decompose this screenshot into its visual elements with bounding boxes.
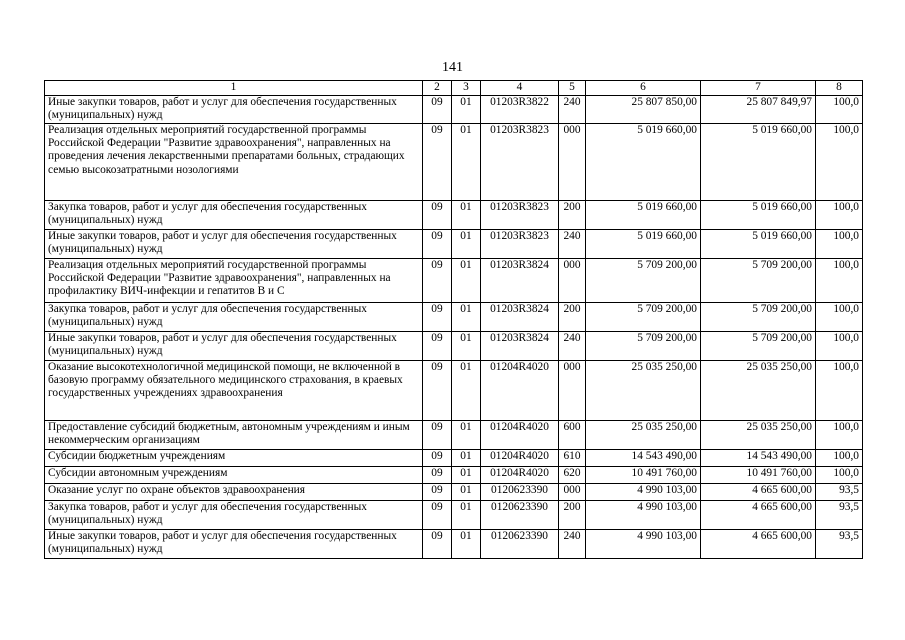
row-percent: 93,5 bbox=[816, 530, 863, 559]
row-executed: 5 019 660,00 bbox=[701, 230, 816, 259]
row-name: Субсидии бюджетным учреждениям bbox=[45, 450, 423, 467]
row-name: Реализация отдельных мероприятий государственной программы Российской Федерации "Развитие здравоохранения", направленных на профилактику ВИЧ-инфекции и гепатитов В и С bbox=[45, 259, 423, 303]
row-name: Субсидии автономным учреждениям bbox=[45, 467, 423, 484]
row-executed: 4 665 600,00 bbox=[701, 530, 816, 559]
row-section: 09 bbox=[423, 501, 452, 530]
header-cell: 2 bbox=[423, 81, 452, 96]
row-section: 09 bbox=[423, 450, 452, 467]
budget-table bbox=[44, 80, 863, 559]
row-target-code: 01203R3824 bbox=[481, 332, 559, 361]
row-percent: 100,0 bbox=[816, 450, 863, 467]
row-percent: 100,0 bbox=[816, 124, 863, 201]
row-executed: 25 035 250,00 bbox=[701, 421, 816, 450]
row-name: Иные закупки товаров, работ и услуг для обеспечения государственных (муниципальных) нужд bbox=[45, 96, 423, 124]
row-expense-type: 610 bbox=[559, 450, 586, 467]
row-name: Закупка товаров, работ и услуг для обеспечения государственных (муниципальных) нужд bbox=[45, 501, 423, 530]
row-name: Оказание высокотехнологичной медицинской помощи, не включенной в базовую программу обязательного медицинского страхования, в краевых государственных учреждениях здравоохранения bbox=[45, 361, 423, 421]
row-target-code: 01204R4020 bbox=[481, 421, 559, 450]
row-section: 09 bbox=[423, 96, 452, 124]
row-subsection: 01 bbox=[452, 361, 481, 421]
header-cell: 7 bbox=[701, 81, 816, 96]
row-target-code: 01204R4020 bbox=[481, 467, 559, 484]
row-expense-type: 200 bbox=[559, 201, 586, 230]
row-section: 09 bbox=[423, 484, 452, 501]
table-row bbox=[45, 303, 863, 332]
table-row bbox=[45, 530, 863, 559]
row-executed: 4 665 600,00 bbox=[701, 501, 816, 530]
table-row bbox=[45, 467, 863, 484]
row-subsection: 01 bbox=[452, 259, 481, 303]
row-subsection: 01 bbox=[452, 124, 481, 201]
row-name: Закупка товаров, работ и услуг для обеспечения государственных (муниципальных) нужд bbox=[45, 303, 423, 332]
row-name: Реализация отдельных мероприятий государственной программы Российской Федерации "Развитие здравоохранения", направленных на проведения лечения лекарственными препаратами больных, страдающих семью высокозатратными нозологиями bbox=[45, 124, 423, 201]
row-planned: 4 990 103,00 bbox=[586, 530, 701, 559]
row-percent: 100,0 bbox=[816, 467, 863, 484]
row-name: Иные закупки товаров, работ и услуг для обеспечения государственных (муниципальных) нужд bbox=[45, 530, 423, 559]
row-section: 09 bbox=[423, 303, 452, 332]
row-subsection: 01 bbox=[452, 230, 481, 259]
row-section: 09 bbox=[423, 361, 452, 421]
row-section: 09 bbox=[423, 259, 452, 303]
row-planned: 14 543 490,00 bbox=[586, 450, 701, 467]
row-executed: 5 019 660,00 bbox=[701, 201, 816, 230]
row-subsection: 01 bbox=[452, 303, 481, 332]
row-expense-type: 240 bbox=[559, 332, 586, 361]
row-subsection: 01 bbox=[452, 421, 481, 450]
row-section: 09 bbox=[423, 230, 452, 259]
row-planned: 25 035 250,00 bbox=[586, 361, 701, 421]
row-expense-type: 240 bbox=[559, 530, 586, 559]
table-row bbox=[45, 361, 863, 421]
row-percent: 93,5 bbox=[816, 484, 863, 501]
row-percent: 100,0 bbox=[816, 361, 863, 421]
row-target-code: 01203R3823 bbox=[481, 230, 559, 259]
table-row bbox=[45, 230, 863, 259]
row-percent: 93,5 bbox=[816, 501, 863, 530]
row-expense-type: 240 bbox=[559, 230, 586, 259]
row-subsection: 01 bbox=[452, 96, 481, 124]
row-subsection: 01 bbox=[452, 467, 481, 484]
row-expense-type: 000 bbox=[559, 124, 586, 201]
table-row bbox=[45, 259, 863, 303]
header-cell: 4 bbox=[481, 81, 559, 96]
row-executed: 5 709 200,00 bbox=[701, 303, 816, 332]
page-number: 141 bbox=[442, 60, 463, 75]
header-cell: 1 bbox=[45, 81, 423, 96]
header-row bbox=[45, 81, 863, 96]
row-target-code: 01203R3822 bbox=[481, 96, 559, 124]
row-planned: 5 019 660,00 bbox=[586, 230, 701, 259]
row-expense-type: 620 bbox=[559, 467, 586, 484]
row-planned: 10 491 760,00 bbox=[586, 467, 701, 484]
row-expense-type: 000 bbox=[559, 484, 586, 501]
table-row bbox=[45, 421, 863, 450]
row-subsection: 01 bbox=[452, 484, 481, 501]
row-expense-type: 240 bbox=[559, 96, 586, 124]
row-name: Иные закупки товаров, работ и услуг для обеспечения государственных (муниципальных) нужд bbox=[45, 230, 423, 259]
row-planned: 5 709 200,00 bbox=[586, 332, 701, 361]
row-percent: 100,0 bbox=[816, 230, 863, 259]
row-section: 09 bbox=[423, 332, 452, 361]
header-cell: 6 bbox=[586, 81, 701, 96]
row-target-code: 0120623390 bbox=[481, 501, 559, 530]
row-executed: 25 035 250,00 bbox=[701, 361, 816, 421]
row-percent: 100,0 bbox=[816, 303, 863, 332]
row-executed: 5 709 200,00 bbox=[701, 332, 816, 361]
row-executed: 25 807 849,97 bbox=[701, 96, 816, 124]
row-target-code: 01203R3823 bbox=[481, 201, 559, 230]
row-planned: 4 990 103,00 bbox=[586, 484, 701, 501]
row-subsection: 01 bbox=[452, 332, 481, 361]
table-row bbox=[45, 501, 863, 530]
row-name: Предоставление субсидий бюджетным, автономным учреждениям и иным некоммерческим организациям bbox=[45, 421, 423, 450]
row-percent: 100,0 bbox=[816, 96, 863, 124]
table-row bbox=[45, 96, 863, 124]
row-planned: 5 019 660,00 bbox=[586, 124, 701, 201]
row-target-code: 01203R3824 bbox=[481, 259, 559, 303]
row-section: 09 bbox=[423, 530, 452, 559]
row-target-code: 01203R3823 bbox=[481, 124, 559, 201]
table-row bbox=[45, 332, 863, 361]
row-percent: 100,0 bbox=[816, 421, 863, 450]
row-executed: 5 709 200,00 bbox=[701, 259, 816, 303]
row-executed: 14 543 490,00 bbox=[701, 450, 816, 467]
row-planned: 5 019 660,00 bbox=[586, 201, 701, 230]
row-planned: 25 807 850,00 bbox=[586, 96, 701, 124]
row-expense-type: 600 bbox=[559, 421, 586, 450]
row-target-code: 01204R4020 bbox=[481, 361, 559, 421]
row-subsection: 01 bbox=[452, 501, 481, 530]
row-section: 09 bbox=[423, 467, 452, 484]
row-target-code: 0120623390 bbox=[481, 530, 559, 559]
table-row bbox=[45, 484, 863, 501]
row-subsection: 01 bbox=[452, 201, 481, 230]
row-percent: 100,0 bbox=[816, 201, 863, 230]
row-planned: 5 709 200,00 bbox=[586, 259, 701, 303]
header-cell: 8 bbox=[816, 81, 863, 96]
row-section: 09 bbox=[423, 124, 452, 201]
row-expense-type: 200 bbox=[559, 303, 586, 332]
row-percent: 100,0 bbox=[816, 259, 863, 303]
row-executed: 10 491 760,00 bbox=[701, 467, 816, 484]
row-target-code: 01204R4020 bbox=[481, 450, 559, 467]
row-planned: 5 709 200,00 bbox=[586, 303, 701, 332]
header-cell: 5 bbox=[559, 81, 586, 96]
row-target-code: 0120623390 bbox=[481, 484, 559, 501]
row-section: 09 bbox=[423, 201, 452, 230]
row-expense-type: 000 bbox=[559, 259, 586, 303]
row-expense-type: 000 bbox=[559, 361, 586, 421]
header-cell: 3 bbox=[452, 81, 481, 96]
row-target-code: 01203R3824 bbox=[481, 303, 559, 332]
row-section: 09 bbox=[423, 421, 452, 450]
row-subsection: 01 bbox=[452, 530, 481, 559]
table-row bbox=[45, 124, 863, 201]
table-row bbox=[45, 450, 863, 467]
row-executed: 4 665 600,00 bbox=[701, 484, 816, 501]
row-name: Закупка товаров, работ и услуг для обеспечения государственных (муниципальных) нужд bbox=[45, 201, 423, 230]
table-row bbox=[45, 201, 863, 230]
row-subsection: 01 bbox=[452, 450, 481, 467]
row-expense-type: 200 bbox=[559, 501, 586, 530]
row-executed: 5 019 660,00 bbox=[701, 124, 816, 201]
row-planned: 25 035 250,00 bbox=[586, 421, 701, 450]
row-percent: 100,0 bbox=[816, 332, 863, 361]
row-planned: 4 990 103,00 bbox=[586, 501, 701, 530]
row-name: Иные закупки товаров, работ и услуг для обеспечения государственных (муниципальных) нужд bbox=[45, 332, 423, 361]
row-name: Оказание услуг по охране объектов здравоохранения bbox=[45, 484, 423, 501]
